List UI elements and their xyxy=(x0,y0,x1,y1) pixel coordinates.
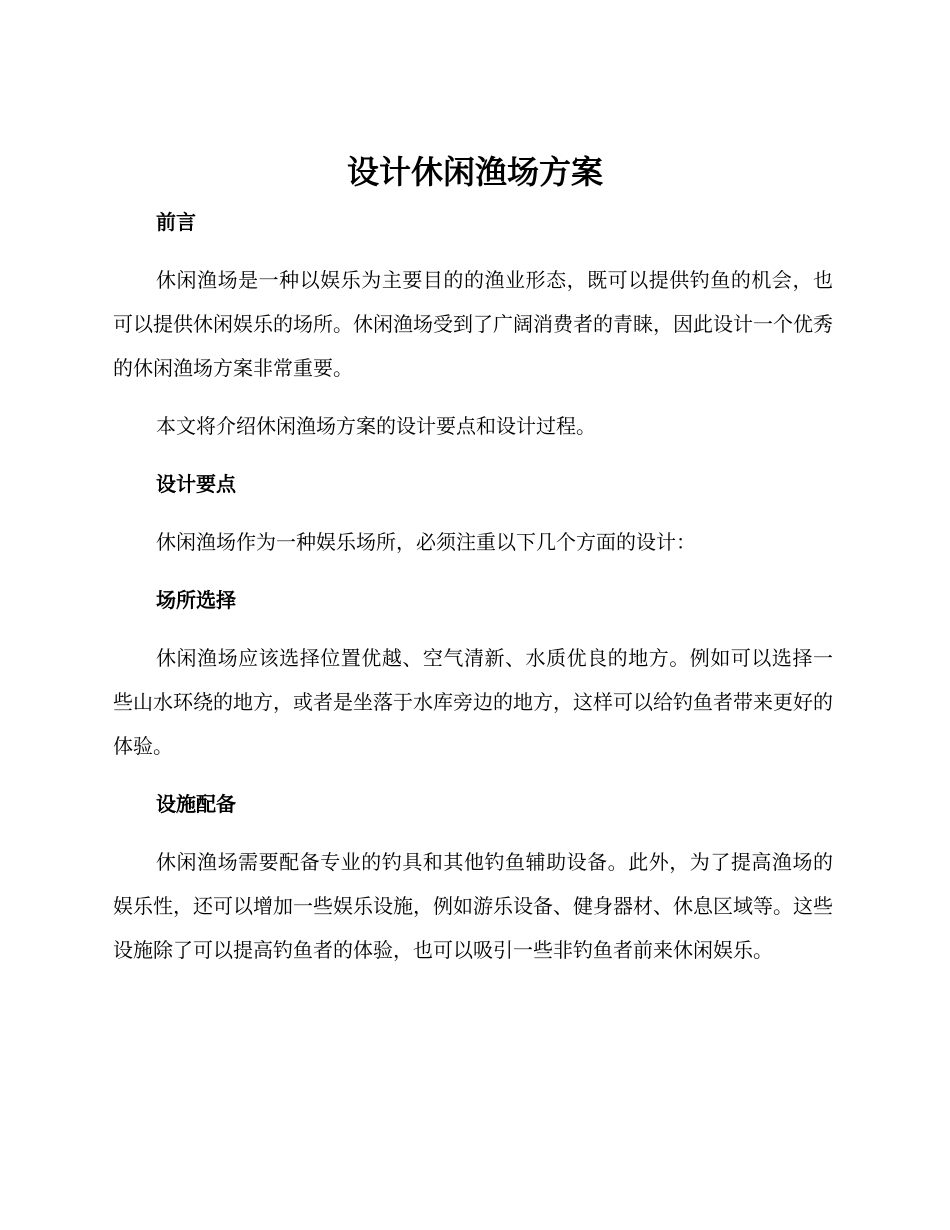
paragraph-site-selection: 休闲渔场应该选择位置优越、空气清新、水质优良的地方。例如可以选择一些山水环绕的地方，或者是坐落于水库旁边的地方，这样可以给钓鱼者带来更好的体验。 xyxy=(113,646,833,758)
section-heading-site-selection: 场所选择 xyxy=(156,588,236,612)
document-body xyxy=(113,200,833,986)
paragraph-intro: 休闲渔场是一种以娱乐为主要目的的渔业形态，既可以提供钓鱼的机会，也可以提供休闲娱乐的场所。休闲渔场受到了广阔消费者的青睐，因此设计一个优秀的休闲渔场方案非常重要。 xyxy=(113,268,833,380)
section-heading-preface: 前言 xyxy=(156,210,196,234)
paragraph-overview: 本文将介绍休闲渔场方案的设计要点和设计过程。 xyxy=(156,414,596,438)
document-title: 设计休闲渔场方案 xyxy=(346,153,603,191)
paragraph-design-points: 休闲渔场作为一种娱乐场所，必须注重以下几个方面的设计： xyxy=(156,530,696,554)
section-heading-facilities: 设施配备 xyxy=(156,792,236,816)
paragraph-facilities: 休闲渔场需要配备专业的钓具和其他钓鱼辅助设备。此外，为了提高渔场的娱乐性，还可以增加一些娱乐设施，例如游乐设备、健身器材、休息区域等。这些设施除了可以提高钓鱼者的体验，也可以吸引一些非钓鱼者前来休闲娱乐。 xyxy=(113,850,833,962)
section-heading-design-points: 设计要点 xyxy=(156,472,236,496)
